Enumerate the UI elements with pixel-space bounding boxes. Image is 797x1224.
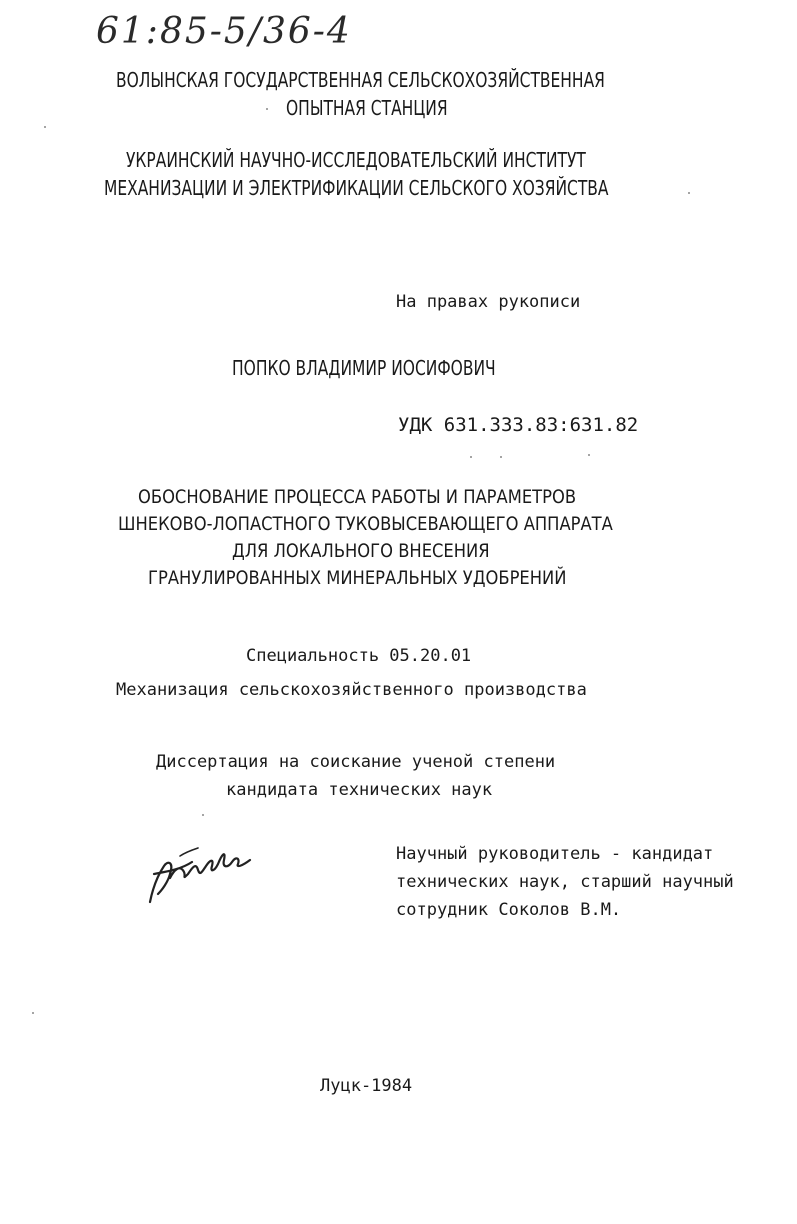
organization-line-1: ВОЛЫНСКАЯ ГОСУДАРСТВЕННАЯ СЕЛЬСКОХОЗЯЙСТВЕННАЯ xyxy=(116,68,605,92)
dissertation-line-2: кандидата технических наук xyxy=(226,780,493,800)
scan-speck xyxy=(44,126,46,128)
scan-speck xyxy=(588,454,590,456)
supervisor-line-3: сотрудник Соколов В.М. xyxy=(396,900,622,920)
manuscript-note: На правах рукописи xyxy=(396,292,581,312)
place-year: Луцк-1984 xyxy=(320,1076,413,1096)
title-line-2: ШНЕКОВО-ЛОПАСТНОГО ТУКОВЫСЕВАЮЩЕГО АППАРАТА xyxy=(118,513,613,535)
institute-line-1: УКРАИНСКИЙ НАУЧНО-ИССЛЕДОВАТЕЛЬСКИЙ ИНСТИТУТ xyxy=(126,148,586,172)
dissertation-line-1: Диссертация на соискание ученой степени xyxy=(156,752,556,772)
title-line-1: ОБОСНОВАНИЕ ПРОЦЕССА РАБОТЫ И ПАРАМЕТРОВ xyxy=(138,486,577,508)
institute-line-2: МЕХАНИЗАЦИИ И ЭЛЕКТРИФИКАЦИИ СЕЛЬСКОГО ХОЗЯЙСТВА xyxy=(104,176,609,200)
supervisor-line-2: технических наук, старший научный xyxy=(396,872,734,892)
author-signature xyxy=(140,832,260,912)
scan-speck xyxy=(470,456,472,458)
scan-speck xyxy=(202,814,204,816)
archive-number: 61:85-5/36-4 xyxy=(96,11,352,52)
scan-speck xyxy=(688,192,690,194)
title-line-3: ДЛЯ ЛОКАЛЬНОГО ВНЕСЕНИЯ xyxy=(232,540,490,562)
udc-code: УДК 631.333.83:631.82 xyxy=(398,414,639,436)
scan-speck xyxy=(266,108,268,110)
scan-speck xyxy=(32,1012,34,1014)
author-name: ПОПКО ВЛАДИМИР ИОСИФОВИЧ xyxy=(232,356,496,380)
supervisor-line-1: Научный руководитель - кандидат xyxy=(396,844,714,864)
scan-speck xyxy=(500,456,502,458)
organization-line-2: ОПЫТНАЯ СТАНЦИЯ xyxy=(286,96,448,120)
title-line-4: ГРАНУЛИРОВАННЫХ МИНЕРАЛЬНЫХ УДОБРЕНИЙ xyxy=(148,567,567,589)
specialty-name: Механизация сельскохозяйственного производства xyxy=(116,680,587,700)
specialty-code: Специальность 05.20.01 xyxy=(246,646,472,666)
